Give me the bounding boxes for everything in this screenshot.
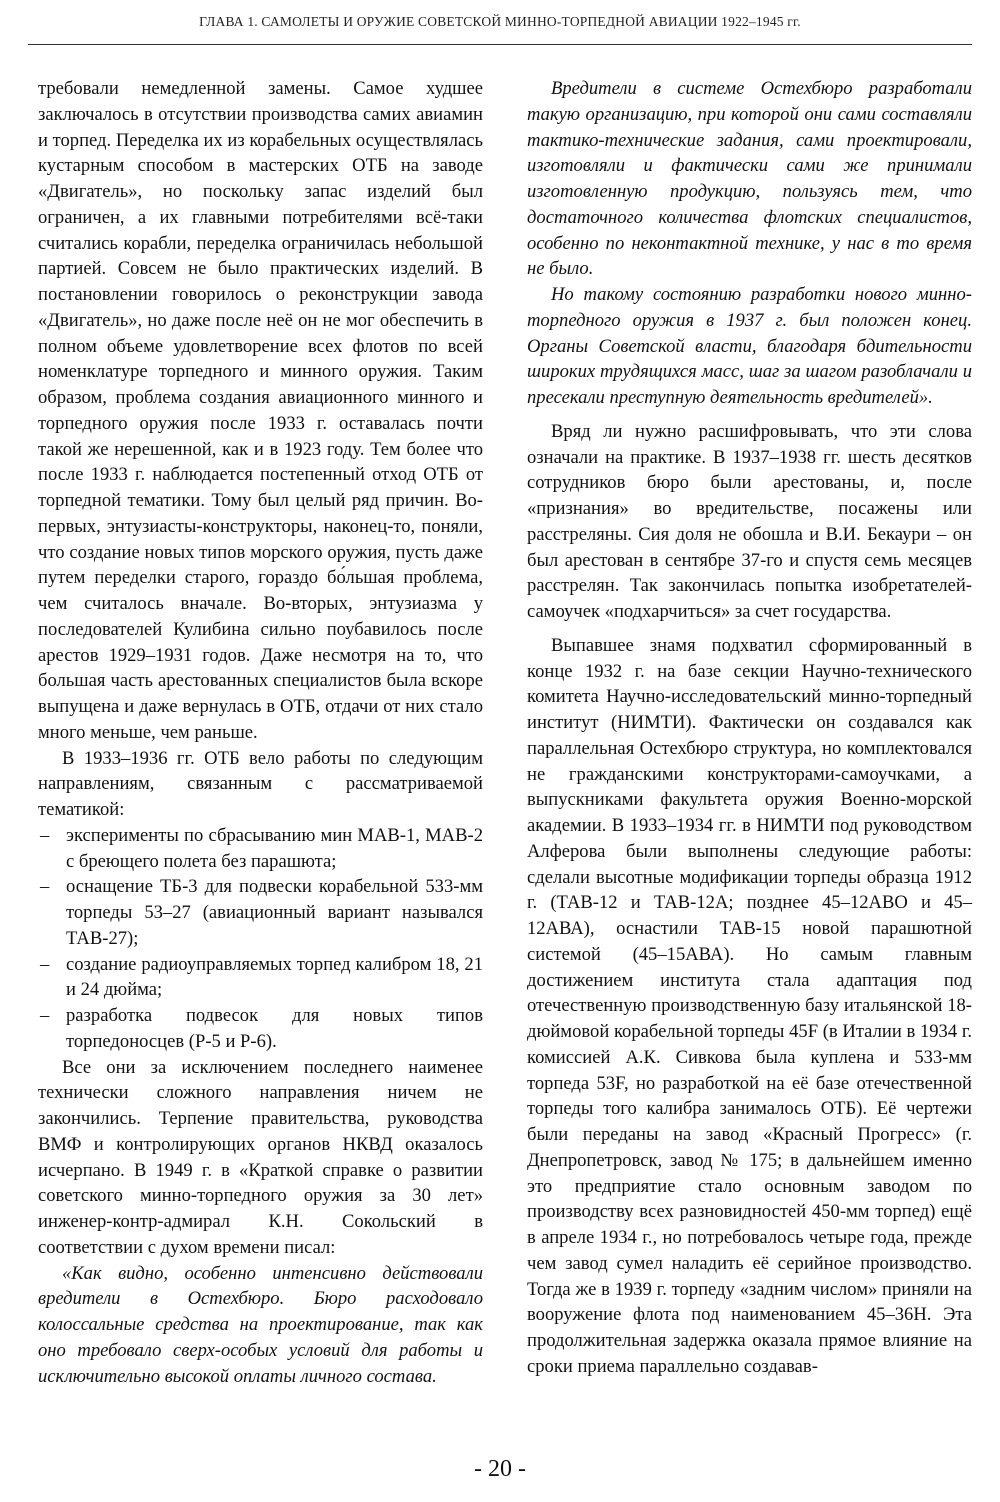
list-item: [38, 1003, 483, 1055]
left-column: [38, 76, 483, 1389]
paragraph: требовали немедленной замены. Самое худшее заключалось в отсутствии производства самих авиамин и торпед. Переделка их из корабельных осуществлялась кустарным способом в мастерских ОТБ на заводе «Двигатель», но поскольку запас изделий был ограничен, а их главными потребителями всё-таки считались корабли, переделка ограничилась небольшой партией. Совсем не было практических изделий. В постановлении говорилось о реконструкции завода «Двигатель», но даже после неё он не мог обеспечить в полном объеме удовлетворение всех флотов по всей номенклатуре торпедного и минного оружия. Таким образом, проблема создания авиационного минного и торпедного оружия после 1933 г. оставалась почти такой же нерешенной, как и в 1923 году. Тем более что после 1933 г. наблюдается постепенный отход ОТБ от торпедной тематики. Тому был целый ряд причин. Во-первых, энтузиасты-конструкторы, наконец-то, поняли, что создание новых типов морского оружия, пусть даже путем переделки старого, гораздо бо́льшая проблема, чем считалось вначале. Во-вторых, энтузиазма у последователей Кулибина сильно поубавилось после арестов 1929–1931 годов. Даже несмотря на то, что большая часть арестованных специалистов была вскоре выпущена и даже вернулась в ОТБ, отдачи от них стало много меньше, чем раньше.: [38, 78, 483, 743]
list-dash: –: [40, 824, 50, 846]
quote-paragraph: Но такому состоянию разработки нового минно-торпедного оружия в 1937 г. был положен конец. Органы Советской власти, благодаря бдительности широких трудящихся масс, шаг за шагом разоблачали и пресекали преступную деятельность вредителей».: [527, 284, 972, 408]
paragraph: Выпавшее знамя подхватил сформированный в конце 1932 г. на базе секции Научно-технического комитета Научно-исследовательский минно-торпедный институт (НИМТИ). Фактически он создавался как параллельная Остехбюро структура, но комплектовался не гражданскими конструкторами-самоучками, а выпускниками факультета оружия Военно-морской академии. В 1933–1934 гг. в НИМТИ под руководством Алферова были выполнены следующие работы: сделали высотные модификации торпеды образца 1912 г. (ТАВ-12 и ТАВ-12А; позднее 45–12АВО и 45–12АВА), оснастили ТАВ-15 новой парашютной системой (45–15АВА). Но самым главным достижением института стала адаптация под отечественную производственную базу итальянской 18-дюймовой корабельной торпеды 45F (в Италии в 1934 г. комиссией А.К. Сивкова была куплена и 533-мм торпеда 53F, но разработкой на её базе отечественной торпеды того калибра занималось ОТБ). Её чертежи были переданы на завод «Красный Прогресс» (г. Днепропетровск, завод № 175; в дальнейшем именно это предприятие стало основным заводом по производству всех разновидностей 450-мм торпед) ещё в апреле 1934 г., но потребовалось четыре года, прежде чем завод сумел наладить её серийное производство. Тогда же в 1939 г. торпеду «задним числом» приняли на вооружение флота под наименованием 45–36Н. Эта продолжительная задержка оказала прямое влияние на сроки приема параллельно создавав-: [527, 634, 972, 1377]
running-header: ГЛАВА 1. САМОЛЕТЫ И ОРУЖИЕ СОВЕТСКОЙ МИННО-ТОРПЕДНОЙ АВИАЦИИ 1922–1945 гг.: [199, 14, 801, 29]
list-item: [38, 823, 483, 875]
right-column: [527, 76, 972, 1380]
list-item-text: оснащение ТБ-3 для подвески корабельной 533-мм торпеды 53–27 (авиационный вариант назывался ТАВ-27);: [66, 876, 483, 949]
list-item-text: создание радиоуправляемых торпед калибром 18, 21 и 24 дюйма;: [66, 953, 483, 1001]
page-number: - 20 -: [474, 1456, 526, 1482]
list-dash: –: [40, 1005, 50, 1026]
quote-paragraph: Вредители в системе Остехбюро разработали такую организацию, при которой они сами составляли тактико-технические задания, сами проектировали, изготовляли и фактически сами же принимали изготовленную продукцию, пользуясь тем, что достаточного количества флотских специалистов, особенно по неконтактной технике, у нас в то время не было.: [527, 78, 972, 280]
list-dash: –: [40, 953, 50, 975]
header-rule: [28, 44, 972, 45]
list-dash: –: [40, 876, 50, 898]
list-item-text: разработка подвесок для новых типов торпедоносцев (Р-5 и Р-6).: [66, 1005, 483, 1052]
paragraph: В 1933–1936 гг. ОТБ вело работы по следующим направлениям, связанным с рассматриваемой тематикой:: [38, 747, 483, 820]
list-item: [38, 874, 483, 951]
paragraph: Вряд ли нужно расшифровывать, что эти слова означали на практике. В 1937–1938 гг. шесть десятков сотрудников бюро были арестованы, и, после «признания» во вредительстве, посажены или расстреляны. Сия доля не обошла и В.И. Бекаури – он был арестован в сентябре 37-го и спустя семь месяцев расстрелян. Так закончилась попытка изобретателей-самоучек «подхарчиться» за счет государства.: [527, 420, 972, 622]
list-item-text: эксперименты по сбрасыванию мин МАВ-1, МАВ-2 с бреющего полета без парашюта;: [66, 824, 483, 872]
directions-list: [38, 823, 483, 1055]
paragraph: Все они за исключением последнего наименее технически сложного направления ничем не закончились. Терпение правительства, руководства ВМФ и контролирующих органов НКВД оказалось исчерпано. В 1949 г. в «Краткой справке о развитии советского минно-торпедного оружия за 30 лет» инженер-контр-адмирал К.Н. Сокольский в соответствии с духом времени писал:: [38, 1056, 483, 1258]
list-item: [38, 952, 483, 1004]
quote-paragraph: «Как видно, особенно интенсивно действовали вредители в Остехбюро. Бюро расходовало колоссальные средства на проектирование, так как оно требовало сверх-особых условий для работы и исключительно высокой оплаты личного состава.: [38, 1262, 483, 1387]
